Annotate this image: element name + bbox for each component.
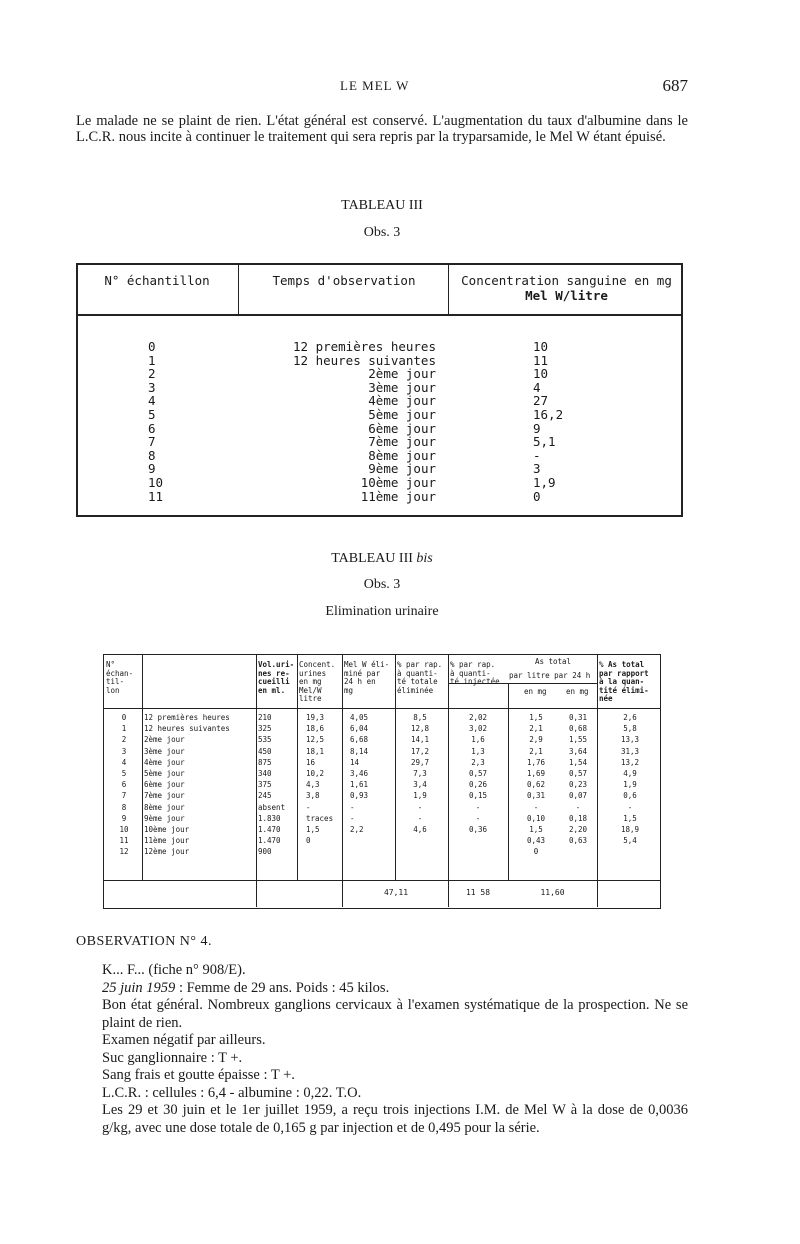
t4-as-pct-cell: 13,2 xyxy=(620,757,640,767)
obs-suc: Suc ganglionnaire : T +. xyxy=(102,1049,243,1066)
table3-title: TABLEAU III xyxy=(341,198,423,213)
t4-pct-inj-cell: 3,02 xyxy=(468,724,488,734)
t4-as-litre-cell: 2,1 xyxy=(529,746,543,756)
t4-h-as-pct: % As total par rapport à la quan- tité élimi- née xyxy=(599,660,649,703)
t3-header-time: Temps d'observation xyxy=(272,273,416,288)
t4-h-conc: Concent. urines en mg Mel/W litre xyxy=(299,660,336,703)
obs-paragraph-last: Les 29 et 30 juin et le 1er juillet 1959, a reçu trois injections I.M. de Mel W à la dose de 0,0036 g/kg, avec une dose totale de 0,165 g par injection et de 0,495 pour la série. xyxy=(102,1102,688,1136)
t4-pct-total-cell: 7,3 xyxy=(413,768,427,778)
t4-conc-cell: 1,5 xyxy=(306,824,320,834)
t4-conc-cell: 18,6 xyxy=(306,724,325,734)
t4-as-litre-cell: 2,1 xyxy=(529,724,543,734)
t3-conc-column xyxy=(533,340,593,503)
t3-times-column xyxy=(246,340,436,503)
t3-sample-cell: 0 xyxy=(148,339,156,354)
t3-sample-cell: 8 xyxy=(148,447,156,463)
t4-h-as-total: As total xyxy=(534,657,572,666)
t4-as-litre-cell: 0 xyxy=(533,847,539,857)
t4-elim-cell: 0,93 xyxy=(350,791,369,801)
t4-as-24h-cell: 1,54 xyxy=(568,757,588,767)
t4-as-24h-cell: 3,64 xyxy=(568,746,588,756)
t3-time-cell: 8ème jour xyxy=(368,447,436,463)
t4-pct-inj-cell xyxy=(456,846,500,857)
t4-pct-inj-cell: 2,3 xyxy=(471,757,485,767)
t3-time-cell: 3ème jour xyxy=(368,379,436,395)
t4-as-pct-cell: 5,4 xyxy=(623,836,637,846)
t4-h-pct-inj: % par rap. à quanti- té injectée xyxy=(450,660,500,686)
t3-sample-cell: 4 xyxy=(148,393,156,409)
t4-elim-cell: 3,46 xyxy=(350,768,369,778)
t4-volume-cell: 1.830 xyxy=(258,813,281,823)
t4-sample-cell: 10 xyxy=(119,824,129,834)
running-title: LE MEL W xyxy=(340,78,410,93)
t4-h-sample: N° échan- til- lon xyxy=(106,660,134,695)
page-number: 687 xyxy=(662,76,688,95)
t4-sample-cell: 4 xyxy=(121,757,127,767)
t4-as-litre-cell: 1,5 xyxy=(529,824,543,834)
t3-conc-cell: 9 xyxy=(533,420,541,436)
t3-sample-cell: 9 xyxy=(148,461,156,477)
t3-time-cell: 12 heures suivantes xyxy=(293,352,436,368)
t3-conc-cell: 10 xyxy=(533,339,549,354)
t4-time-cell: 12 premières heures xyxy=(144,713,230,722)
t4-time-cell: 3ème jour xyxy=(144,746,185,756)
t4-pct-total-cell: 14,1 xyxy=(410,735,430,745)
table3bis-subtitle: Obs. 3 xyxy=(363,577,401,592)
t3-conc-cell: 5,1 xyxy=(533,434,556,450)
t4-elim-cell: 2,2 xyxy=(350,824,364,834)
t4-samples-col xyxy=(112,712,136,857)
t3-time-cell: 6ème jour xyxy=(368,420,436,436)
t4-time-cell: 8ème jour xyxy=(144,802,185,812)
t4-time-cell: 5ème jour xyxy=(144,768,185,778)
t4-volume-cell: absent xyxy=(258,802,286,812)
t4-conc-cell: 18,1 xyxy=(306,746,325,756)
t4-volume-cell: 340 xyxy=(258,768,272,778)
t4-elim-cell: 6,68 xyxy=(350,735,369,745)
t4-volume-cell: 245 xyxy=(258,791,272,801)
t4-sample-cell: 8 xyxy=(121,802,127,812)
obs-date-line: 25 juin 1959 : Femme de 29 ans. Poids : 45 kilos. xyxy=(102,979,390,996)
t4-as-pct-cell: 4,9 xyxy=(623,768,637,778)
t3-header-sample: N° échantillon xyxy=(104,273,210,288)
t3-conc-cell: 4 xyxy=(533,379,541,395)
t4-elim-cell: 4,05 xyxy=(350,713,369,722)
t4-conc-cell: 12,5 xyxy=(306,735,325,745)
t3-sample-cell: 11 xyxy=(148,488,164,504)
t4-time-cell: 12ème jour xyxy=(144,847,190,857)
t4-as-pct-cell: 31,3 xyxy=(620,746,640,756)
t3-time-cell: 2ème jour xyxy=(368,366,436,382)
obs-lcr: L.C.R. : cellules : 6,4 - albumine : 0,22. T.O. xyxy=(102,1084,362,1101)
t4-as-pct-cell xyxy=(604,846,656,857)
t3-sample-cell: 3 xyxy=(148,379,156,395)
t4-sample-cell: 9 xyxy=(121,813,127,823)
t4-time-cell: 9ème jour xyxy=(144,813,185,823)
t4-as-24h-cell xyxy=(559,846,597,857)
t4-volume-cell: 450 xyxy=(258,746,272,756)
t4-as-pct-cell: 13,3 xyxy=(620,735,640,745)
t4-as-24h-col xyxy=(559,712,597,857)
t3-conc-cell: 27 xyxy=(533,393,549,409)
t4-as-pct-cell: 5,8 xyxy=(623,724,637,734)
t4-time-cell: 6ème jour xyxy=(144,780,185,790)
t3-time-cell: 12 premières heures xyxy=(293,339,436,354)
t4-time-cell: 7ème jour xyxy=(144,791,185,801)
t4-h-mg2: en mg xyxy=(566,687,589,696)
t4-time-cell: 12 heures suivantes xyxy=(144,724,230,734)
t4-sample-cell: 1 xyxy=(121,724,127,734)
t4-conc-cell: - xyxy=(306,802,311,812)
t4-conc-cell xyxy=(306,846,340,857)
t4-pct-total-cell: 8,5 xyxy=(413,713,427,722)
t4-h-per: par litre par 24 h xyxy=(509,671,591,680)
t4-pct-total-cell: 4,6 xyxy=(413,824,427,834)
t4-h-pct-total: % par rap. à quanti- té totale éliminée xyxy=(397,660,443,695)
t4-pct-inj-cell: - xyxy=(475,802,481,812)
t4-pct-inj-col xyxy=(456,712,500,857)
t4-pct-total-cell: 17,2 xyxy=(410,746,430,756)
t4-pct-total-cell xyxy=(400,846,440,857)
t4-elim-cell xyxy=(350,835,390,846)
t4-as-litre-cell: 2,9 xyxy=(529,735,543,745)
obs-paragraph1: Bon état général. Nombreux ganglions cervicaux à l'examen systématique de la prospection. Ne se plaint de rien. xyxy=(102,997,688,1031)
t4-volume-cell: 535 xyxy=(258,735,272,745)
t4-pct-inj-cell: 0,36 xyxy=(468,824,488,834)
t4-h-mg1: en mg xyxy=(524,687,547,696)
t4-pct-total-cell: - xyxy=(417,802,423,812)
t3-sample-cell: 5 xyxy=(148,406,156,422)
t4-as-pct-cell: 1,9 xyxy=(623,780,637,790)
t4-pct-inj-cell: - xyxy=(475,813,481,823)
t4-pct-inj-cell xyxy=(456,835,500,846)
table3bis-title: TABLEAU III bis xyxy=(331,551,433,566)
t4-elim-cell: 1,61 xyxy=(350,780,369,790)
t4-total-inj: 11 58 xyxy=(465,888,491,897)
t4-as-pct-cell: 2,6 xyxy=(623,713,637,722)
t4-sample-cell: 2 xyxy=(121,735,127,745)
t4-pct-inj-cell: 1,6 xyxy=(471,735,485,745)
t4-elim-cell: 8,14 xyxy=(350,746,369,756)
t4-time-cell: 10ème jour xyxy=(144,824,190,834)
t3-conc-cell: 16,2 xyxy=(533,406,564,422)
t4-as-pct-cell: 1,5 xyxy=(623,813,637,823)
t4-as-24h-cell: 2,20 xyxy=(568,824,588,834)
t4-pct-total-col xyxy=(400,712,440,857)
t3-sample-cell: 1 xyxy=(148,352,156,368)
t4-as-24h-cell: 0,18 xyxy=(568,813,588,823)
t4-pct-inj-cell: 0,57 xyxy=(468,768,488,778)
t4-sample-cell: 5 xyxy=(121,768,127,778)
t4-as-24h-cell: 0,23 xyxy=(568,780,588,790)
t4-h-elim: Mel W éli- miné par 24 h en mg xyxy=(344,660,390,695)
t4-volume-cell: 900 xyxy=(258,847,272,857)
intro-paragraph: Le malade ne se plaint de rien. L'état général est conservé. L'augmentation du taux d'albumine dans le L.C.R. nous incite à continuer le traitement qui sera repris par la tryparsamide, le Mel W étant épuisé. xyxy=(76,113,688,145)
t4-sample-cell: 6 xyxy=(121,780,127,790)
t3-time-cell: 5ème jour xyxy=(368,406,436,422)
t4-as-pct-cell: 0,6 xyxy=(623,791,637,801)
t4-as-litre-cell: 1,5 xyxy=(529,713,543,722)
t3-time-cell: 9ème jour xyxy=(368,461,436,477)
t4-conc-cell: 4,3 xyxy=(306,780,320,790)
obs-patient: K... F... (fiche n° 908/E). xyxy=(102,962,246,978)
t4-elim-cell: 6,04 xyxy=(350,724,369,734)
t4-volume-cell: 875 xyxy=(258,757,272,767)
t4-as-pct-col xyxy=(604,712,656,857)
t4-volume-cell: 325 xyxy=(258,724,272,734)
t3-sample-cell: 10 xyxy=(148,474,164,490)
t3-conc-cell: 11 xyxy=(533,352,549,368)
t4-sample-cell: 12 xyxy=(119,847,129,857)
t4-sample-cell: 7 xyxy=(121,791,127,801)
t4-as-litre-cell: - xyxy=(533,802,539,812)
t4-conc-cell: traces xyxy=(306,813,334,823)
t4-volume-cell: 375 xyxy=(258,780,272,790)
t4-as-litre-cell: 0,43 xyxy=(526,836,546,846)
t4-conc-cell: 10,2 xyxy=(306,768,325,778)
table3-subtitle: Obs. 3 xyxy=(363,225,401,240)
t4-conc-cell: 19,3 xyxy=(306,713,325,722)
t4-pct-total-cell xyxy=(400,835,440,846)
t4-pct-total-cell: 29,7 xyxy=(410,757,430,767)
t4-pct-total-cell: - xyxy=(417,813,423,823)
t4-elim-cell: - xyxy=(350,813,355,823)
t4-sample-cell: 0 xyxy=(121,713,127,722)
t4-as-24h-cell: 1,55 xyxy=(568,735,588,745)
t4-as-litre-col xyxy=(516,712,556,857)
t4-as-24h-cell: 0,07 xyxy=(568,791,588,801)
t4-pct-inj-cell: 2,02 xyxy=(468,713,488,722)
observation-body xyxy=(76,962,688,1137)
table3bis-subtitle2: Elimination urinaire xyxy=(325,604,439,619)
t3-conc-cell: 10 xyxy=(533,366,549,382)
t3-time-cell: 10ème jour xyxy=(360,474,436,490)
t4-volumes-col xyxy=(258,712,296,857)
t3-conc-cell: 3 xyxy=(533,461,541,477)
t4-as-pct-cell: - xyxy=(627,802,633,812)
t4-time-cell: 4ème jour xyxy=(144,757,185,767)
t4-total-as: 11,60 xyxy=(540,888,565,897)
t4-pct-inj-cell: 0,26 xyxy=(468,780,488,790)
t4-times-col xyxy=(144,712,254,857)
t4-time-cell: 2ème jour xyxy=(144,735,185,745)
t4-pct-inj-cell: 0,15 xyxy=(468,791,488,801)
obs-sang: Sang frais et goutte épaisse : T +. xyxy=(102,1067,295,1083)
t3-sample-cell: 6 xyxy=(148,420,156,436)
t4-conc-col xyxy=(306,712,340,857)
t3-header-conc: Concentration sanguine en mg Mel W/litre xyxy=(461,273,672,303)
t3-conc-cell: 0 xyxy=(533,488,541,504)
t4-h-volume: Vol.uri- nes re- cueilli en ml. xyxy=(258,660,295,695)
t4-as-litre-cell: 0,10 xyxy=(526,813,546,823)
t3-time-cell: 7ème jour xyxy=(368,434,436,450)
t4-as-pct-cell: 18,9 xyxy=(620,824,640,834)
t4-elim-cell xyxy=(350,846,390,857)
t4-sample-cell: 3 xyxy=(121,746,127,756)
t4-as-litre-cell: 1,69 xyxy=(526,768,546,778)
t4-pct-inj-cell: 1,3 xyxy=(471,746,485,756)
table3bis xyxy=(103,654,661,909)
t3-samples-column xyxy=(148,340,168,503)
t3-conc-cell: 1,9 xyxy=(533,474,556,490)
t4-pct-total-cell: 1,9 xyxy=(413,791,427,801)
t4-as-24h-cell: 0,68 xyxy=(568,724,588,734)
t4-volume-cell: 210 xyxy=(258,713,272,722)
t4-conc-cell: 3,8 xyxy=(306,791,320,801)
t4-conc-cell: 16 xyxy=(306,757,316,767)
t4-as-litre-cell: 1,76 xyxy=(526,757,546,767)
page-header xyxy=(76,76,688,98)
t3-time-cell: 11ème jour xyxy=(360,488,436,504)
t4-total-elim: 47,11 xyxy=(383,888,409,897)
t4-pct-total-cell: 12,8 xyxy=(410,724,430,734)
observation-title: OBSERVATION N° 4. xyxy=(76,934,213,949)
t4-as-litre-cell: 0,31 xyxy=(526,791,546,801)
t4-as-24h-cell: 0,63 xyxy=(568,836,588,846)
t4-as-24h-cell: 0,31 xyxy=(568,713,588,722)
t4-as-litre-cell: 0,62 xyxy=(526,780,546,790)
t4-pct-total-cell: 3,4 xyxy=(413,780,427,790)
t3-sample-cell: 2 xyxy=(148,366,156,382)
t4-conc-cell: 0 xyxy=(306,836,311,846)
t4-as-24h-cell: - xyxy=(575,802,581,812)
t3-time-cell: 4ème jour xyxy=(368,393,436,409)
t3-sample-cell: 7 xyxy=(148,434,156,450)
table3 xyxy=(76,263,683,517)
t4-time-cell: 11ème jour xyxy=(144,836,190,846)
t4-as-24h-cell: 0,57 xyxy=(568,768,588,778)
obs-exam: Examen négatif par ailleurs. xyxy=(102,1032,266,1048)
t4-elim-cell: 14 xyxy=(350,757,360,767)
t4-elim-col xyxy=(350,712,390,857)
t4-sample-cell: 11 xyxy=(119,836,129,846)
t4-volume-cell: 1.470 xyxy=(258,824,281,834)
t4-elim-cell: - xyxy=(350,802,355,812)
t4-volume-cell: 1.470 xyxy=(258,836,281,846)
t3-conc-cell: - xyxy=(533,447,541,463)
